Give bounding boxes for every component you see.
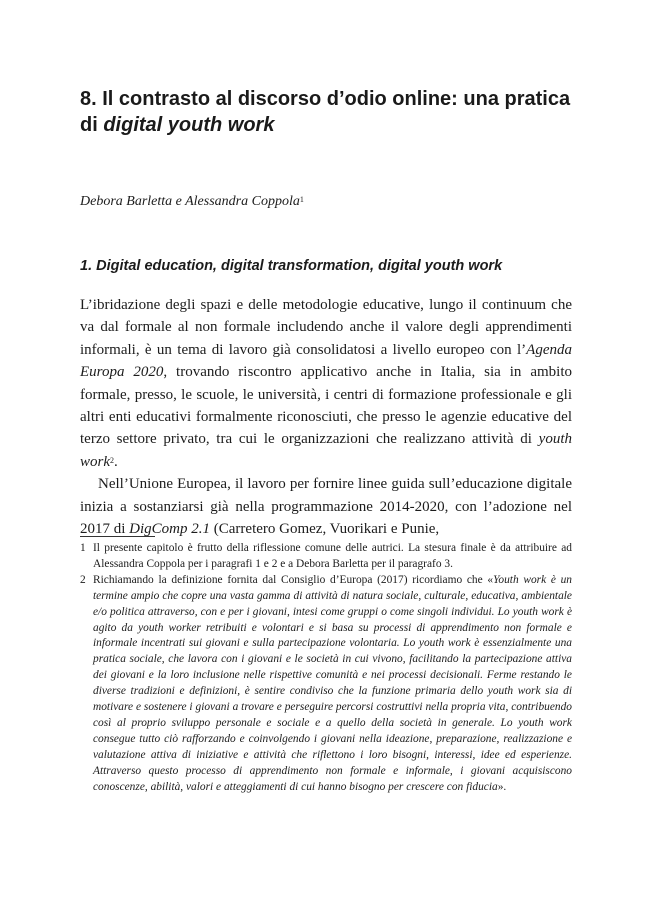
- footnote-2-quote: Youth work è un termine ampio che copre una vasta gamma di attività di natura sociale, culturale, educativa, ambientale e/o politica attraverso, con e per i giovani, intesi come gruppi o come singoli individui. Lo youth work è agito da youth worker retribuiti e volontari e si basa su processi di apprendimento non formale e informale incentrati sui giovani e sulla partecipazione volontaria. Lo youth work è essenzialmente una pratica sociale, che lavora con i giovani e le società in cui vivono, facilitando la partecipazione attiva dei giovani e la loro inclusione nelle rispettive comunità e nei processi decisionali. Ferme restando le diverse tradizioni e definizioni, è sentire condiviso che la funzione primaria dello youth work sia di motivare e sostenere i giovani a trovare e perseguire percorsi costruttivi nella propria vita, contribuendo così al proprio sviluppo personale e sociale e a quello della società in generale. Lo youth work consegue tutto ciò rafforzando e coinvolgendo i giovani nella ideazione, preparazione, realizzazione e valutazione attiva di iniziative e attività che riflettono i loro bisogni, interessi, idee ed esperienze. Attraverso questo processo di apprendimento non formale e informale, i giovani acquisiscono conoscenze, abilità, valori e atteggiamenti di cui hanno bisogno per crescere con fiducia: [93, 573, 572, 793]
- authors-line: [80, 193, 580, 211]
- p1-italic-agenda: Agenda Europa 2020: [80, 341, 572, 381]
- p1-end: .: [114, 453, 118, 470]
- p1-italic-youth-work: youth work: [80, 431, 572, 470]
- body-text: [80, 294, 572, 540]
- paragraph-2: [80, 473, 572, 540]
- footnote-2-number: 2: [80, 573, 86, 586]
- footnote-ref-2[interactable]: 2: [110, 455, 114, 465]
- paragraph-1: [80, 294, 572, 473]
- footnote-ref-1[interactable]: 1: [299, 195, 304, 204]
- footnote-2-text-a: Richiamando la definizione fornita dal Consiglio d’Europa (2017) ricordiamo che «: [93, 573, 494, 586]
- section-heading: [80, 256, 580, 276]
- footnote-2-end: ».: [497, 780, 507, 793]
- author-names: Debora Barletta e Alessandra Coppola: [80, 194, 300, 209]
- p1-text-b: , trovando riscontro applicativo anche in Italia, sia in ambito formale, presso, le scuole, le università, i centri di formazione professionale e gli altri enti educativi formalmente riconosciuti, che presso le agenzie educative del terzo settore privato, tra cui le organizzazioni che realizzano attività di: [80, 364, 572, 448]
- footnote-separator: [80, 536, 155, 537]
- footnote-2: [80, 573, 572, 796]
- chapter-title-text: 8. Il contrasto al discorso d’odio online: una pratica di: [80, 88, 571, 136]
- chapter-title: [80, 86, 580, 138]
- p2-text-a: Nell’Unione Europea, il lavoro per fornire linee guida sull’educazione digitale inizia a sostanziarsi già nella programmazione 2014-2020, con l’adozione nel 2017 di: [80, 476, 572, 538]
- footnote-1-text: Il presente capitolo è frutto della riflessione comune delle autrici. La stesura finale è da attribuire ad Alessandra Coppola per i paragrafi 1 e 2 e a Debora Barletta per il paragrafo 3.: [93, 542, 572, 570]
- section-heading-text: 1. Digital education, digital transformation, digital youth work: [80, 258, 503, 274]
- footnote-1-number: 1: [80, 542, 86, 554]
- p2-italic-digcomp: DigComp 2.1: [129, 521, 211, 538]
- footnotes: [80, 541, 572, 796]
- p2-text-b: (Carretero Gomez, Vuorikari e Punie,: [210, 521, 440, 538]
- p1-text-a: L’ibridazione degli spazi e delle metodologie educative, lungo il continuum che va dal formale al non formale includendo anche il valore degli apprendimenti informali, è un tema di lavoro già consolidatosi a livello europeo con l’: [80, 297, 572, 358]
- chapter-title-italic: digital youth work: [103, 114, 275, 136]
- footnote-1: [80, 541, 572, 573]
